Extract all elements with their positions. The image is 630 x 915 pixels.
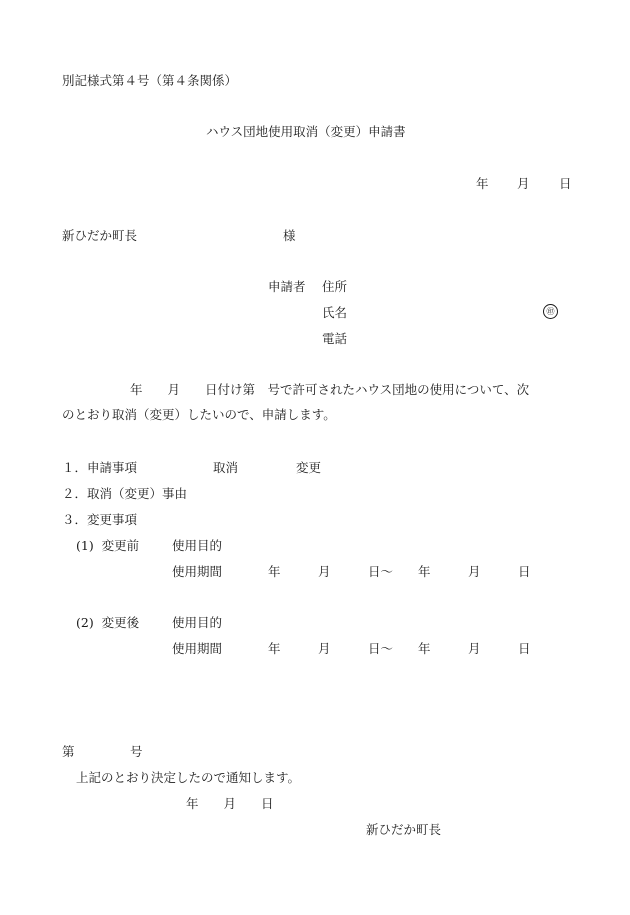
body-text-line2: のとおり取消（変更）したいので、申請します。 [62,407,336,422]
notice-number-suffix: 号 [130,744,143,759]
before-period-dates: 年 月 日～ 年 月 日 [268,564,531,579]
phone-label: 電話 [322,331,348,346]
notice-issuer: 新ひだか町長 [366,822,442,837]
name-label: 氏名 [322,305,348,320]
item1-label: １．申請事項 [62,460,138,475]
before-purpose-label: 使用目的 [172,538,223,553]
item3-label: ３．変更事項 [62,512,138,527]
after-period-label: 使用期間 [172,641,223,656]
after-label: (2) 変更後 [76,615,140,630]
date-year-label: 年 [476,176,489,191]
notice-number-prefix: 第 [62,744,75,759]
before-label: (1) 変更前 [76,538,140,553]
seal-mark: ㊞ [543,304,558,319]
before-period-label: 使用期間 [172,564,223,579]
notice-message: 上記のとおり決定したので通知します。 [76,770,301,785]
body-text-line1: 年 月 日付け第 号で許可されたハウス団地の使用について、次 [130,382,530,397]
item1-option-cancel: 取消 [213,460,239,475]
date-day-label: 日 [559,176,572,191]
addressee-honorific: 様 [283,228,296,243]
document-title: ハウス団地使用取消（変更）申請書 [206,124,406,139]
item1-option-change: 変更 [296,460,322,475]
applicant-label: 申請者 [268,279,306,294]
notice-date: 年 月 日 [186,796,274,811]
address-label: 住所 [322,279,348,294]
after-purpose-label: 使用目的 [172,615,223,630]
addressee-name: 新ひだか町長 [62,228,138,243]
item2-label: ２．取消（変更）事由 [62,486,188,501]
form-number: 別記様式第４号（第４条関係） [62,73,238,88]
date-month-label: 月 [517,176,530,191]
after-period-dates: 年 月 日～ 年 月 日 [268,641,531,656]
